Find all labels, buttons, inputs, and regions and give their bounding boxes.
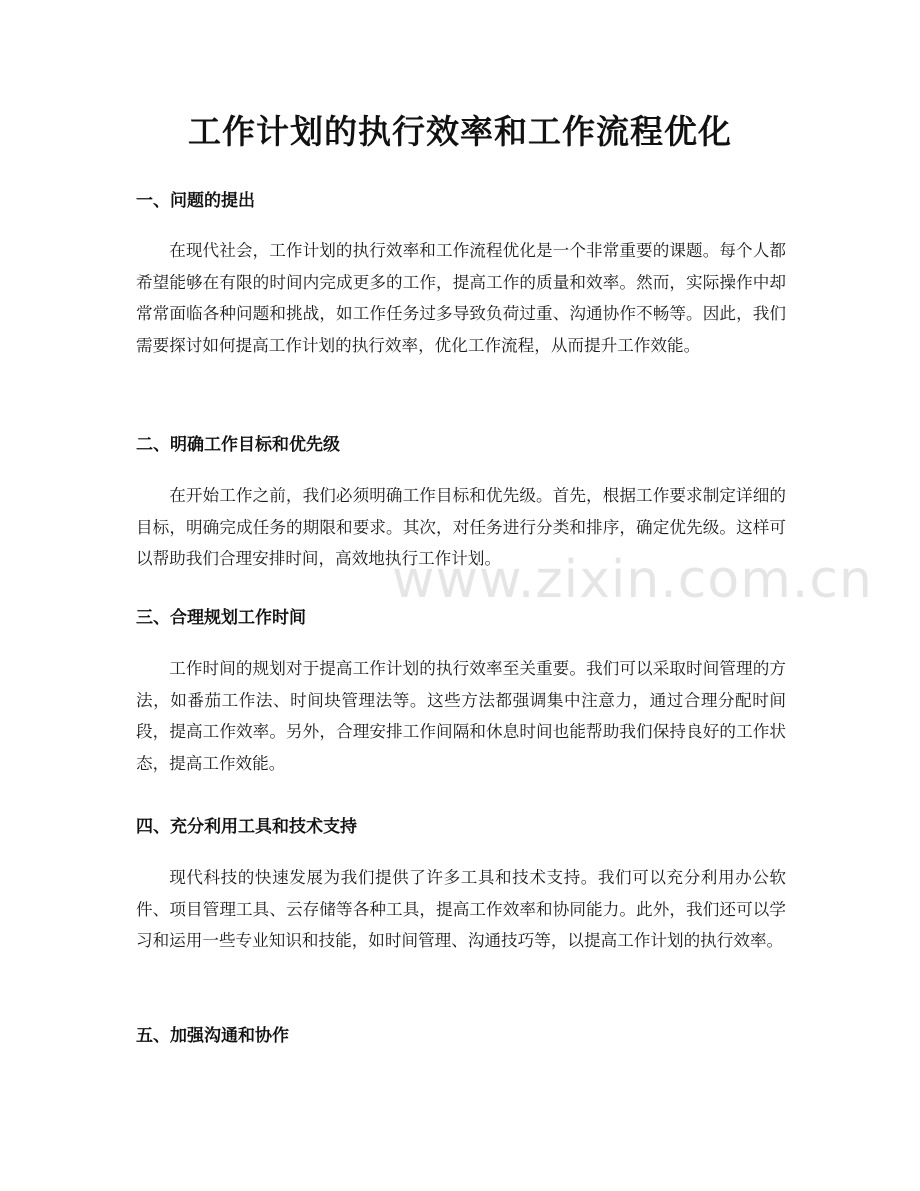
watermark: www.zixin.com.cn	[392, 550, 873, 610]
section-paragraph-1: 在现代社会，工作计划的执行效率和工作流程优化是一个非常重要的课题。每个人都希望能够在有限的时间内完成更多的工作，提高工作的质量和效率。然而，实际操作中却常常面临各种问题和挑战，如工作任务过多导致负荷过重、沟通协作不畅等。因此，我们需要探讨如何提高工作计划的执行效率，优化工作流程，从而提升工作效能。	[136, 241, 786, 355]
section-heading-3: 三、合理规划工作时间	[136, 608, 306, 628]
section-heading-1: 一、问题的提出	[136, 191, 255, 211]
section-heading-4: 四、充分利用工具和技术支持	[136, 817, 357, 837]
document-title: 工作计划的执行效率和工作流程优化	[188, 112, 732, 151]
section-paragraph-4: 现代科技的快速发展为我们提供了许多工具和技术支持。我们可以充分利用办公软件、项目管理工具、云存储等各种工具，提高工作效率和协同能力。此外，我们还可以学习和运用一些专业知识和技能，如时间管理、沟通技巧等，以提高工作计划的执行效率。	[136, 868, 786, 951]
section-paragraph-2: 在开始工作之前，我们必须明确工作目标和优先级。首先，根据工作要求制定详细的目标，明确完成任务的期限和要求。其次，对任务进行分类和排序，确定优先级。这样可以帮助我们合理安排时间，高效地执行工作计划。	[136, 486, 786, 569]
section-paragraph-3: 工作时间的规划对于提高工作计划的执行效率至关重要。我们可以采取时间管理的方法，如番茄工作法、时间块管理法等。这些方法都强调集中注意力，通过合理分配时间段，提高工作效率。另外，合理安排工作间隔和休息时间也能帮助我们保持良好的工作状态，提高工作效能。	[136, 659, 786, 773]
section-heading-2: 二、明确工作目标和优先级	[136, 435, 340, 455]
section-heading-5: 五、加强沟通和协作	[136, 1026, 289, 1046]
